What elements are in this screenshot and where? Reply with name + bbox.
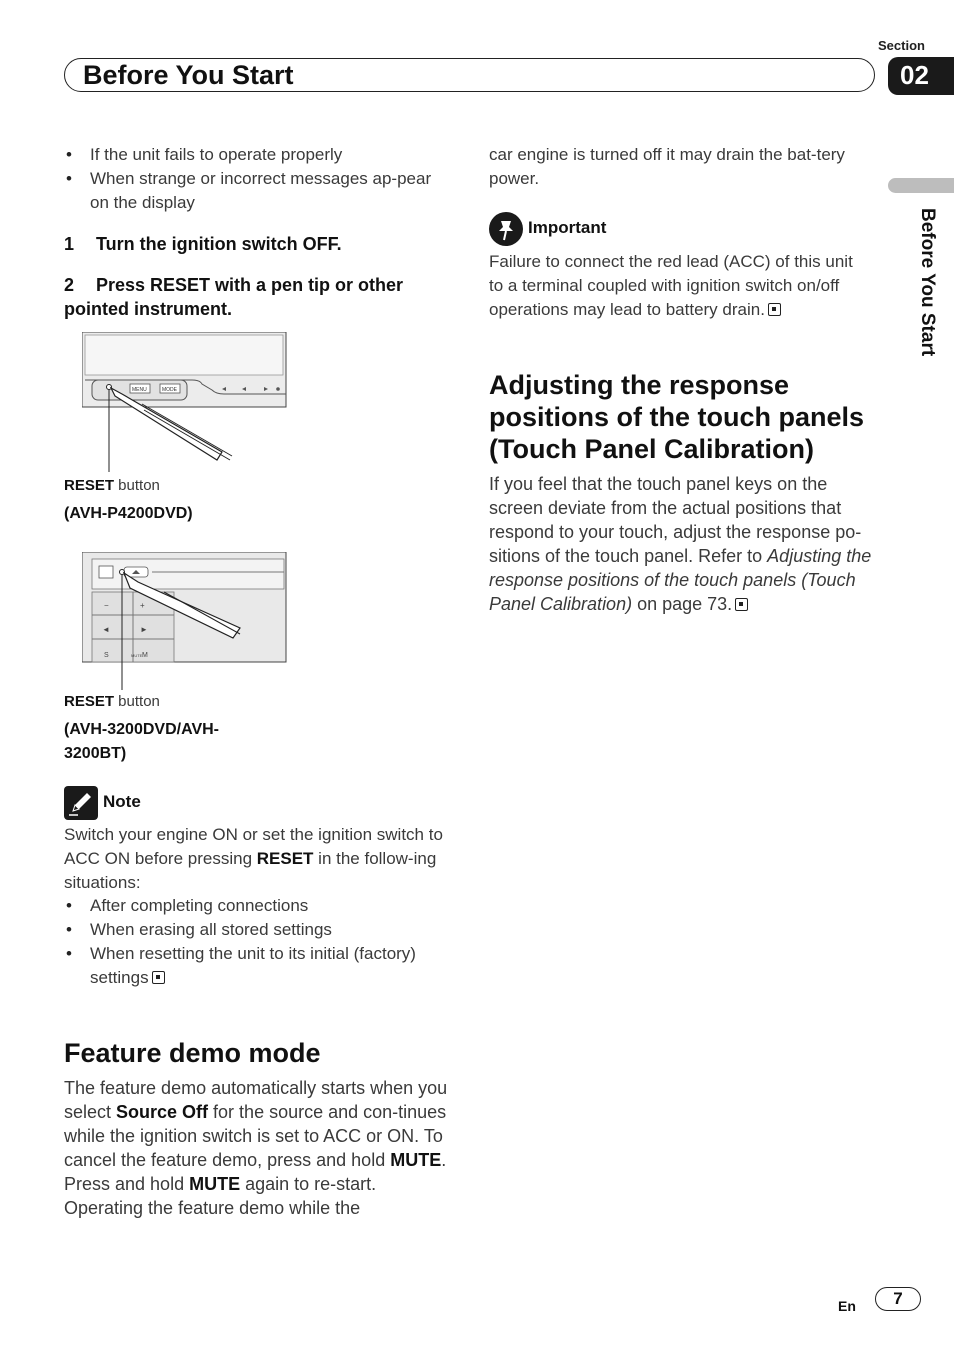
note-text-a: Switch your engine ON or set the ignition switch to ACC ON before pressing [64, 825, 443, 868]
list-item: • If the unit fails to operate properly [64, 143, 440, 167]
step-2 [64, 273, 444, 321]
reset-illustration-1 [82, 332, 287, 472]
list-item-text: When resetting the unit to its initial (factory) settings [90, 944, 416, 987]
note-label: Note [103, 792, 141, 811]
step-1 [64, 233, 342, 255]
side-tab-label: Before You Start [917, 208, 938, 357]
demo-b1: Source Off [116, 1102, 209, 1122]
demo-p4: again to re-start. Operating the feature demo while the [64, 1174, 377, 1218]
caption-bold: RESET [64, 693, 115, 710]
note-icon [64, 786, 98, 820]
fail-bullet-list [64, 143, 440, 215]
end-mark-icon [735, 598, 748, 611]
calibration-text [489, 472, 877, 616]
figure-avh-3200dvd [82, 552, 287, 692]
page-number-badge [875, 1287, 921, 1311]
end-mark-icon [152, 971, 165, 984]
model-line: 3200BT) [64, 745, 127, 762]
note-text-bold: RESET [256, 849, 314, 868]
list-item [64, 942, 444, 990]
demo-p1: The feature demo automatically starts when you select [64, 1078, 448, 1122]
end-mark-icon [768, 303, 781, 316]
header-title: Before You Start [83, 60, 294, 90]
section-number: 02 [900, 60, 929, 90]
section-label: Section [878, 38, 925, 53]
list-item: • When erasing all stored settings [64, 918, 444, 942]
figure-avh-p4200dvd [82, 332, 287, 472]
step-number: 2 [64, 275, 75, 295]
demo-b2: MUTE [390, 1150, 442, 1170]
svg-text:◄: ◄ [102, 625, 110, 634]
note-text [64, 823, 444, 895]
svg-text:−: − [104, 601, 109, 610]
side-tab-marker [888, 178, 954, 193]
step-number: 1 [64, 234, 75, 254]
svg-text:►: ► [140, 625, 148, 634]
feature-demo-heading: Feature demo mode [64, 1038, 321, 1068]
footer-lang: En [838, 1298, 856, 1314]
caption-bold: RESET [64, 477, 115, 494]
figure-1-caption [64, 476, 160, 496]
step-text: Press RESET with a pen tip or other pointed instrument. [64, 275, 404, 319]
section-number-badge [888, 57, 954, 95]
figure-1-model: (AVH-P4200DVD) [64, 505, 193, 522]
figure-2-caption [64, 692, 160, 712]
s-label: S [104, 652, 109, 659]
continued-text: car engine is turned off it may drain the bat-tery power. [489, 145, 845, 188]
feature-demo-text [64, 1076, 450, 1220]
important-body: Failure to connect the red lead (ACC) of this unit to a terminal coupled with ignition switch on/off operations may lead to battery drain. [489, 252, 853, 319]
m-label: M [142, 652, 148, 659]
figure-2-model [64, 718, 219, 766]
list-item: • When strange or incorrect messages ap-pear on the display [64, 167, 440, 215]
list-item: • After completing connections [64, 894, 444, 918]
important-label: Important [528, 218, 607, 237]
important-icon [489, 212, 523, 246]
header-title-bar [64, 58, 875, 92]
page-number: 7 [893, 1289, 903, 1308]
note-bullet-list [64, 894, 444, 990]
demo-p2: for the source and con-tinues while the ignition switch is set to ACC or ON. To cancel the feature demo, press and hold [64, 1102, 447, 1170]
important-text [489, 250, 869, 322]
note-text-b: in the follow-ing situations: [64, 849, 437, 892]
svg-text:+: + [140, 601, 145, 610]
caption-rest: button [114, 477, 160, 494]
menu-label: MENU [132, 387, 147, 393]
mute-label: MUTE [131, 653, 143, 658]
calib-italic: Adjusting the response positions of the touch panels (Touch Panel Calibration) [489, 546, 872, 614]
model-line: (AVH-3200DVD/AVH- [64, 721, 219, 738]
demo-p3: . Press and hold [64, 1150, 447, 1194]
reset-illustration-2 [82, 552, 287, 692]
mode-label: MODE [162, 387, 177, 393]
calib-p1: If you feel that the touch panel keys on the screen deviate from the actual positions that respond to your touch, adjust the response po-sitions of the touch panel. Refer to [489, 474, 862, 566]
caption-rest: button [114, 693, 160, 710]
calibration-heading: Adjusting the response positions of the touch panels (Touch Panel Calibration) [489, 370, 865, 464]
step-text: Turn the ignition switch OFF. [96, 234, 342, 254]
calib-p2: on page 73. [632, 594, 733, 614]
demo-b3: MUTE [189, 1174, 241, 1194]
